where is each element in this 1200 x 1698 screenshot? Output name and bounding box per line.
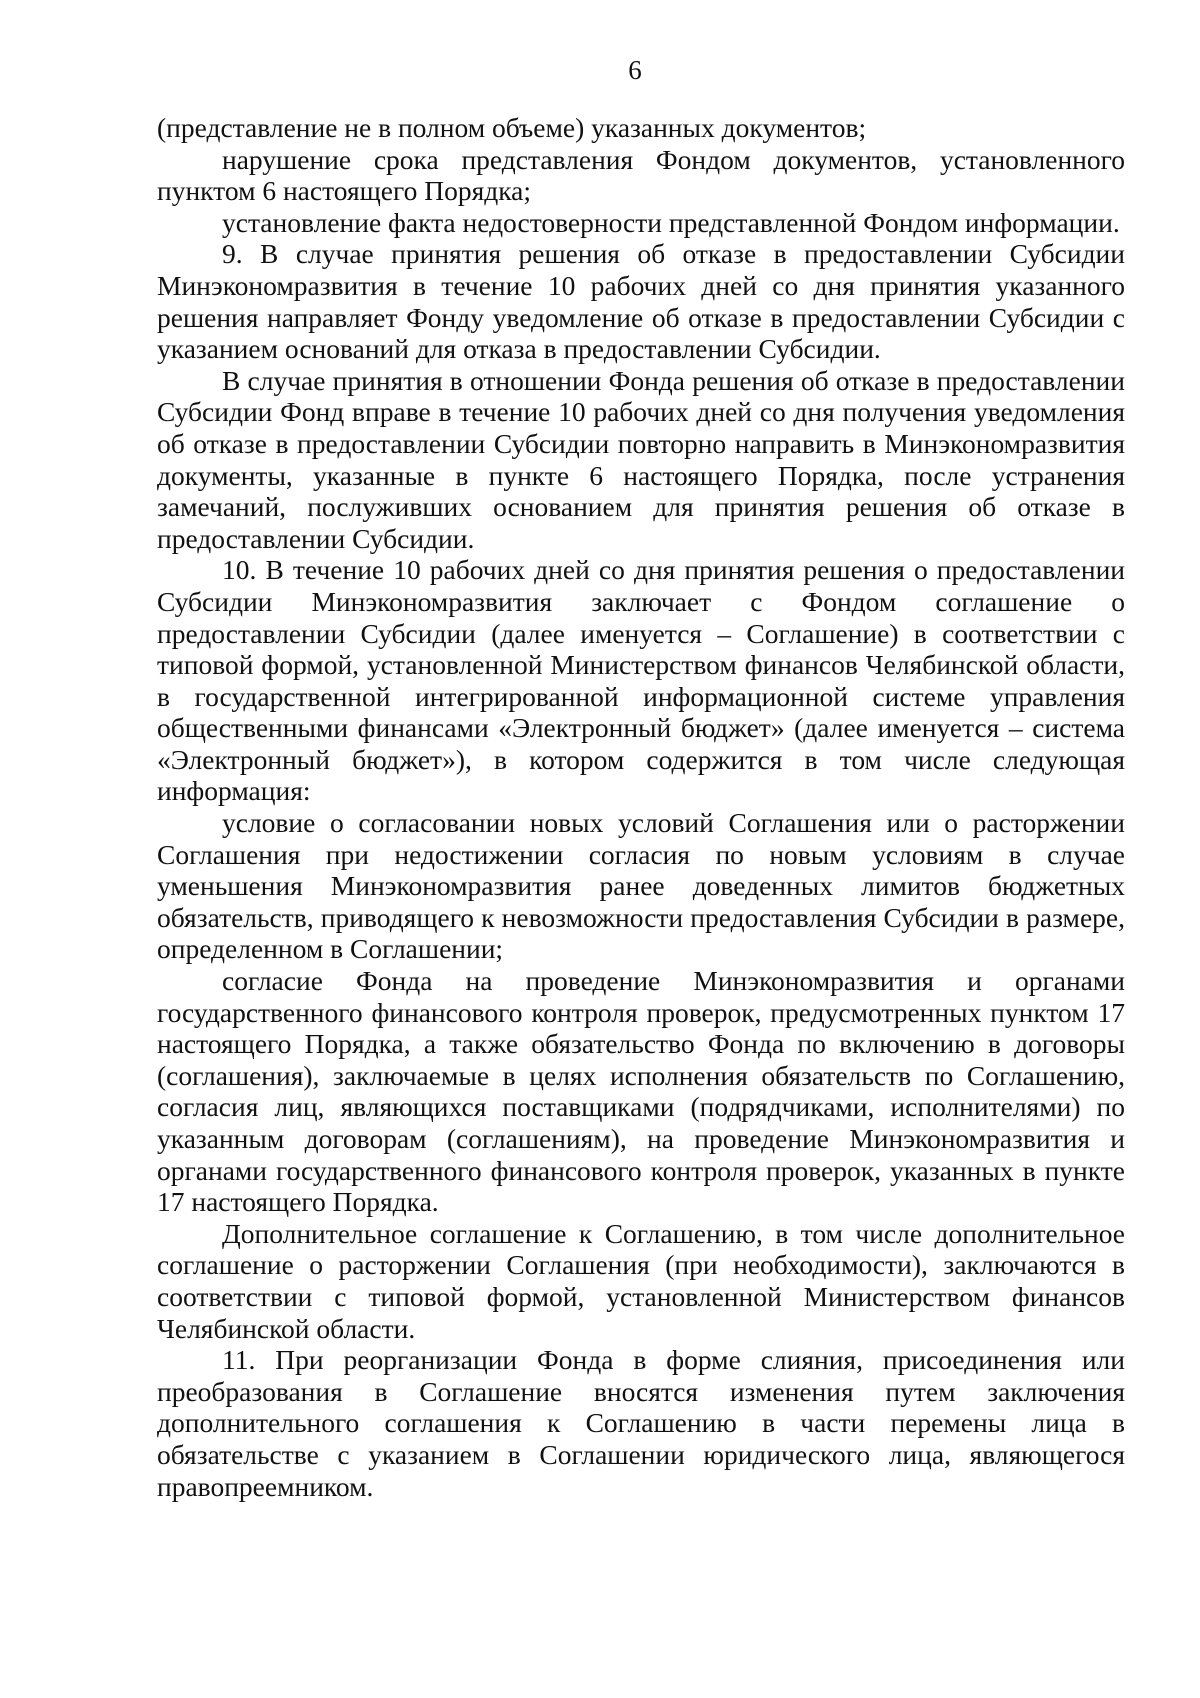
paragraph-deadline-violation: нарушение срока представления Фондом документов, установленного пунктом 6 настоящего Порядка;: [157, 143, 1125, 207]
paragraph-item-9: 9. В случае принятия решения об отказе в предоставлении Субсидии Минэкономразвития в течение 10 рабочих дней со дня принятия указанного решения направляет Фонду уведомление об отказе в предоставлении Субсидии с указанием оснований для отказа в предоставлении Субсидии.: [157, 238, 1125, 365]
paragraph-item-10: 10. В течение 10 рабочих дней со дня принятия решения о предоставлении Субсидии Минэкономразвития заключает с Фондом соглашение о предоставлении Субсидии (далее именуется – Соглашение) в соответствии с типовой формой, установленной Министерством финансов Челябинской области, в государственной интегрированной информационной системе управления общественными финансами «Электронный бюджет» (далее именуется – система «Электронный бюджет»), в котором содержится в том числе следующая информация:: [157, 554, 1125, 807]
paragraph-incomplete-documents: (представление не в полном объеме) указанных документов;: [157, 112, 867, 143]
page-number: 6: [628, 55, 642, 85]
paragraph-inaccurate-information: установление факта недостоверности представленной Фондом информации.: [222, 206, 1120, 238]
paragraph-agreement-condition: условие о согласовании новых условий Соглашения или о расторжении Соглашения при недостижении согласия по новым условиям в случае уменьшения Минэкономразвития ранее доведенных лимитов бюджетных обязательств, приводящего к невозможности предоставления Субсидии в размере, определенном в Соглашении;: [157, 807, 1125, 965]
document-body: [157, 112, 1125, 1502]
paragraph-item-11: 11. При реорганизации Фонда в форме слияния, присоединения или преобразования в Соглашение вносятся изменения путем заключения дополнительного соглашения к Соглашению в части перемены лица в обязательстве с указанием в Соглашении юридического лица, являющегося правопреемником.: [157, 1344, 1125, 1502]
paragraph-fund-consent: согласие Фонда на проведение Минэкономразвития и органами государственного финансового контроля проверок, предусмотренных пунктом 17 настоящего Порядка, а также обязательство Фонда по включению в договоры (соглашения), заключаемые в целях исполнения обязательств по Соглашению, согласия лиц, являющихся поставщиками (подрядчиками, исполнителями) по указанным договорам (соглашениям), на проведение Минэкономразвития и органами государственного финансового контроля проверок, указанных в пункте 17 настоящего Порядка.: [157, 965, 1125, 1218]
paragraph-additional-agreement: Дополнительное соглашение к Соглашению, в том числе дополнительное соглашение о расторжении Соглашения (при необходимости), заключаются в соответствии с типовой формой, установленной Министерством финансов Челябинской области.: [157, 1217, 1125, 1344]
paragraph-resubmission: В случае принятия в отношении Фонда решения об отказе в предоставлении Субсидии Фонд вправе в течение 10 рабочих дней со дня получения уведомления об отказе в предоставлении Субсидии повторно направить в Минэкономразвития документы, указанные в пункте 6 настоящего Порядка, после устранения замечаний, послуживших основанием для принятия решения об отказе в предоставлении Субсидии.: [157, 364, 1125, 554]
